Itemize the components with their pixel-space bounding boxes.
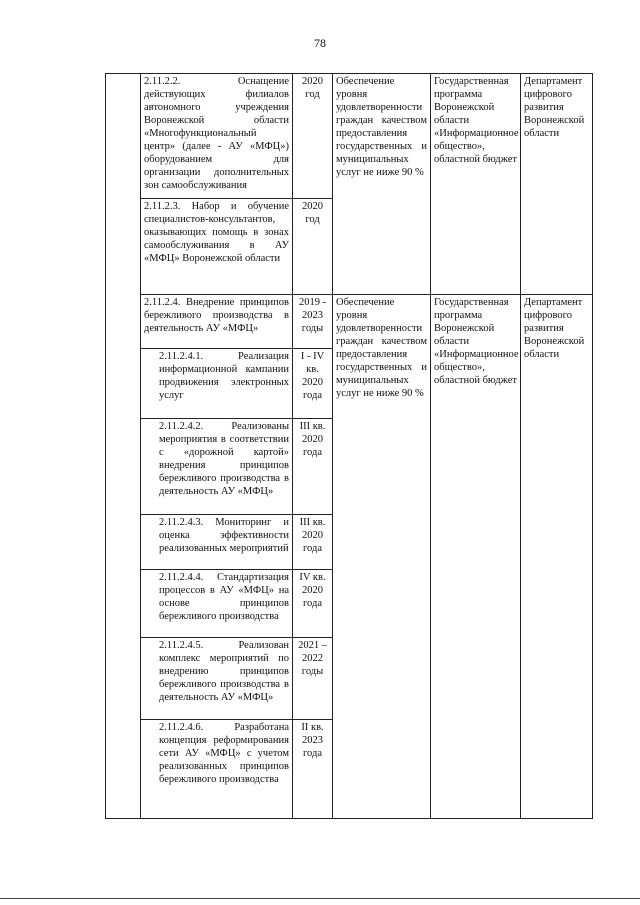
responsible-executor: Департамент цифрового развития Воронежской области	[521, 74, 593, 295]
expected-result: Обеспечение уровня удовлетворенности граждан качеством предоставления государственных и муниципальных услуг не ниже 90 %	[333, 295, 431, 819]
measure-term: II кв. 2023 года	[293, 720, 333, 819]
measure-description: 2.11.2.4. Внедрение принципов бережливого производства в деятельность АУ «МФЦ»	[141, 295, 293, 349]
measure-description: 2.11.2.4.1. Реализация информационной кампании продвижения электронных услуг	[141, 349, 293, 419]
measure-term: IV кв. 2020 года	[293, 570, 333, 638]
measure-description: 2.11.2.4.2. Реализованы мероприятия в соответствии с «дорожной картой» внедрения принципов бережливого производства в деятельность АУ «МФЦ»	[141, 419, 293, 515]
measure-description: 2.11.2.4.3. Мониторинг и оценка эффективности реализованных мероприятий	[141, 515, 293, 570]
measure-term: 2020 год	[293, 199, 333, 295]
measure-description: 2.11.2.2. Оснащение действующих филиалов автономного учреждения Воронежской области «Многофункциональный центр» (далее - АУ «МФЦ») оборудованием для организации дополнительных зон самообслуживания	[141, 74, 293, 199]
funding-source: Государственная программа Воронежской области «Информационное общество», областной бюджет	[431, 74, 521, 295]
responsible-executor: Департамент цифрового развития Воронежской области	[521, 295, 593, 819]
measure-description: 2.11.2.4.6. Разработана концепция реформирования сети АУ «МФЦ» с учетом реализованных принципов бережливого производства	[141, 720, 293, 819]
funding-source: Государственная программа Воронежской области «Информационное общество», областной бюджет	[431, 295, 521, 819]
page-number: 78	[314, 36, 326, 50]
measure-term: III кв. 2020 года	[293, 419, 333, 515]
page-bottom-rule	[0, 898, 640, 899]
measure-description: 2.11.2.4.5. Реализован комплекс мероприятий по внедрению принципов бережливого производства в деятельность АУ «МФЦ»	[141, 638, 293, 720]
measure-term: 2020 год	[293, 74, 333, 199]
measures-table	[105, 73, 593, 819]
blank-first-column	[106, 74, 141, 819]
table-row	[106, 74, 593, 199]
measure-description: 2.11.2.4.4. Стандартизация процессов в АУ «МФЦ» на основе принципов бережливого производства	[141, 570, 293, 638]
measure-term: III кв. 2020 года	[293, 515, 333, 570]
measure-term: 2019 - 2023 годы	[293, 295, 333, 349]
measure-term: I - IV кв. 2020 года	[293, 349, 333, 419]
table-row	[106, 295, 593, 349]
expected-result: Обеспечение уровня удовлетворенности граждан качеством предоставления государственных и муниципальных услуг не ниже 90 %	[333, 74, 431, 295]
measure-description: 2.11.2.3. Набор и обучение специалистов-консультантов, оказывающих помощь в зонах самообслуживания в АУ «МФЦ» Воронежской области	[141, 199, 293, 295]
measure-term: 2021 – 2022 годы	[293, 638, 333, 720]
